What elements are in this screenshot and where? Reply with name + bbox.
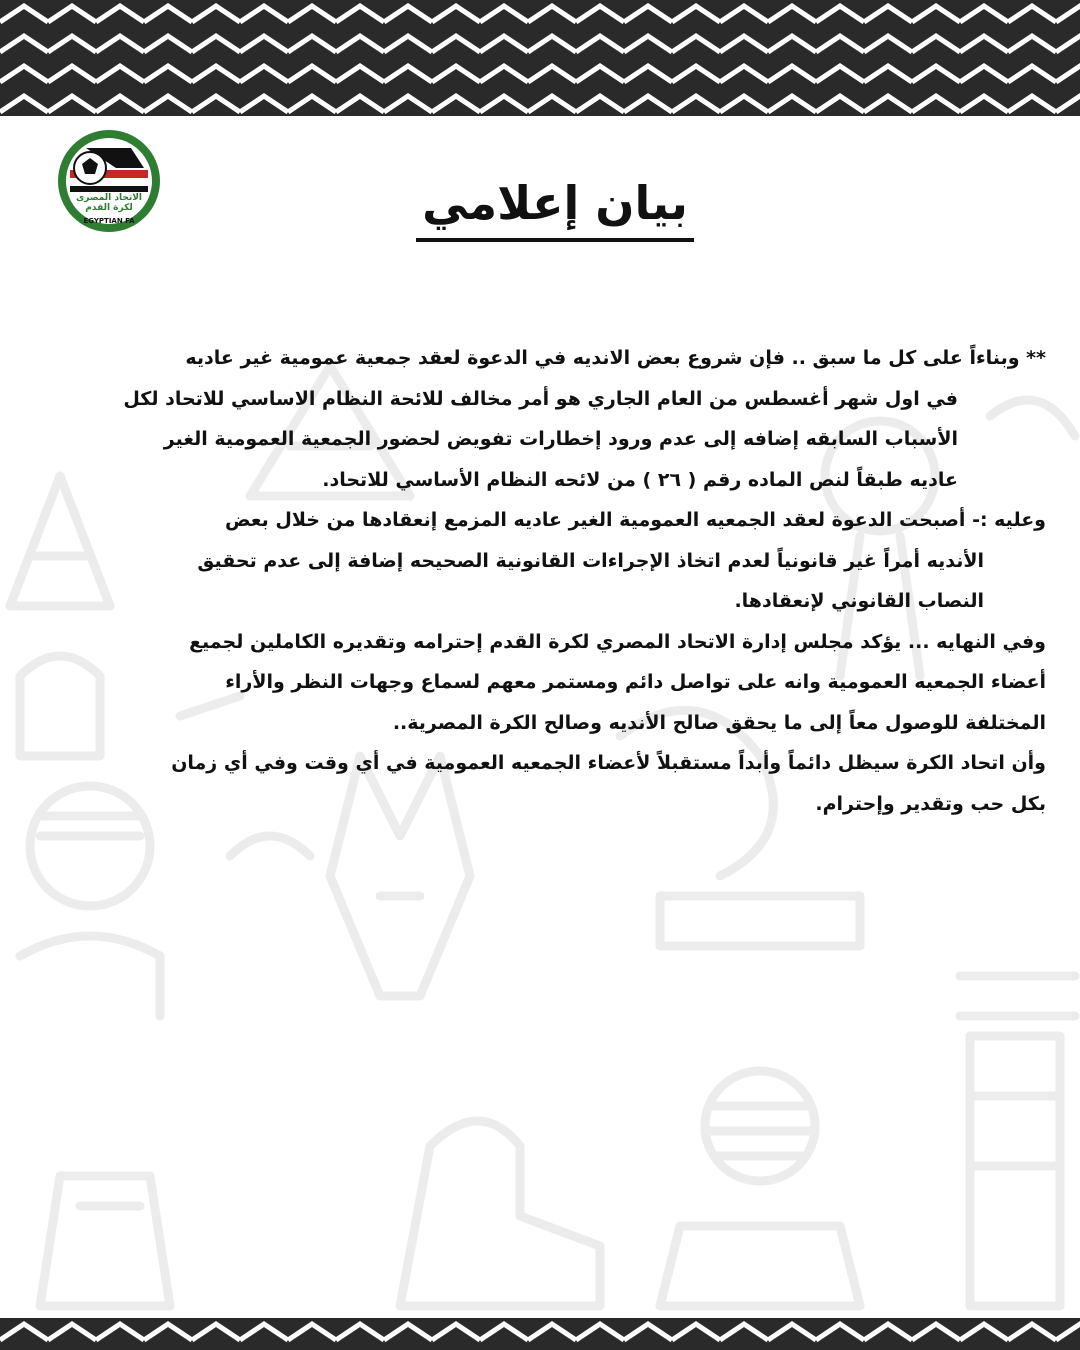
statement-line: النصاب القانوني لإنعقادها.	[734, 590, 984, 612]
top-zigzag-band	[0, 0, 1080, 116]
statement-line: المختلفة للوصول معاً إلى ما يحقق صالح الأنديه وصالح الكرة المصرية..	[392, 711, 1046, 734]
svg-text:الاتحاد المصرى: الاتحاد المصرى	[76, 193, 142, 203]
page-title	[0, 168, 1080, 242]
page-title-text: بيان إعلامي	[416, 168, 694, 242]
statement-line: وعليه :- أصبحت الدعوة لعقد الجمعيه العمومية الغير عاديه المزمع إنعقادها من خلال بعض	[224, 509, 1046, 531]
statement-line: الأنديه أمراً غير قانونياً لعدم اتخاذ الإجراءات القانونية الصحيحه إضافة إلى عدم تحقيق	[197, 549, 984, 572]
statement-body	[78, 338, 1046, 824]
statement-line: في اول شهر أغسطس من العام الجاري هو أمر مخالف للائحة النظام الاساسي للاتحاد لكل	[123, 387, 958, 410]
svg-text:EGYPTIAN FA: EGYPTIAN FA	[83, 217, 135, 225]
statement-line: عاديه طبقاً لنص الماده رقم ( ٢٦ ) من لائحه النظام الأساسي للاتحاد.	[322, 468, 958, 491]
statement-line: الأسباب السابقه إضافه إلى عدم ورود إخطارات تفويض لحضور الجمعية العمومية الغير	[163, 428, 958, 450]
statement-line: وأن اتحاد الكرة سيظل دائماً وأبداً مستقبلاً لأعضاء الجمعيه العمومية في أي وقت وفي أي زمان	[171, 752, 1046, 774]
statement-line: بكل حب وتقدير وإحترام.	[815, 792, 1046, 815]
bottom-zigzag-band	[0, 1318, 1080, 1350]
statement-line: ** وبناءاً على كل ما سبق .. فإن شروع بعض الانديه في الدعوة لعقد جمعية عمومية غير عاديه	[185, 347, 1046, 369]
statement-line: وفي النهايه ... يؤكد مجلس إدارة الاتحاد المصري لكرة القدم إحترامه وتقديره الكاملين لجميع	[189, 630, 1046, 653]
svg-text:لكرة القدم: لكرة القدم	[85, 203, 133, 213]
statement-line: أعضاء الجمعيه العمومية وانه على تواصل دائم ومستمر معهم لسماع وجهات النظر والأراء	[225, 671, 1046, 693]
